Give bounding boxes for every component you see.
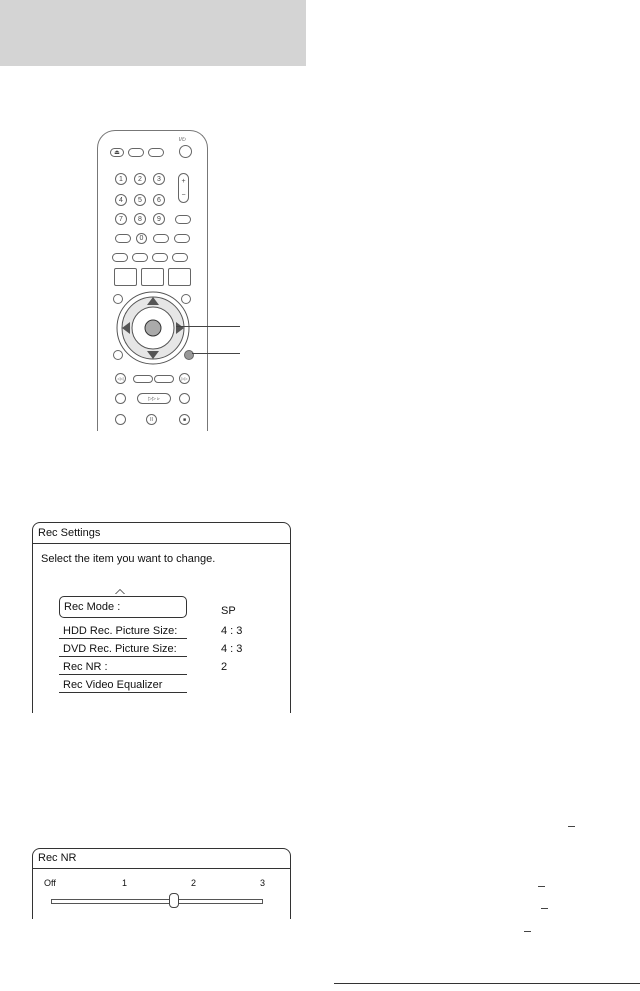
num-3-button[interactable]	[153, 173, 165, 185]
num-2-label: 2	[138, 175, 142, 183]
remote-button-color2[interactable]	[132, 253, 148, 262]
nr-label-1: 1	[122, 878, 128, 888]
remote-options-button[interactable]	[184, 350, 194, 360]
remote-advance-button[interactable]	[154, 375, 174, 383]
remote-control	[97, 130, 208, 431]
nr-slider-thumb[interactable]	[169, 893, 179, 908]
volume-rocker[interactable]	[178, 173, 189, 203]
remote-button-set[interactable]	[115, 234, 131, 243]
pause-icon: II	[150, 416, 153, 423]
num-5-label: 5	[138, 196, 142, 204]
num-0-label: 0	[139, 235, 144, 242]
remote-button-b[interactable]	[174, 234, 190, 243]
nr-label-2: 2	[191, 878, 197, 888]
num-7-button[interactable]	[115, 213, 127, 225]
remote-next-button[interactable]	[179, 373, 190, 384]
remote-rec-button[interactable]	[115, 414, 126, 425]
num-6-button[interactable]	[153, 194, 165, 206]
remote-button-c[interactable]	[175, 215, 191, 224]
num-6-label: 6	[157, 196, 161, 204]
num-8-button[interactable]	[134, 213, 146, 225]
num-4-label: 4	[119, 196, 123, 204]
next-icon: ▷▷	[181, 376, 188, 381]
menu-item-label: Rec Video Equalizer	[63, 679, 163, 691]
nr-slider-track[interactable]	[51, 899, 263, 904]
num-1-label: 1	[119, 175, 123, 183]
menu-item-rec-nr[interactable]	[59, 659, 187, 675]
menu-value-rec-nr: 2	[221, 661, 228, 673]
menu-value-dvd-picture-size: 4 : 3	[221, 643, 243, 655]
remote-stop-button[interactable]	[179, 414, 190, 425]
remote-button-a[interactable]	[153, 234, 169, 243]
prev-icon: ◁◁	[117, 376, 124, 381]
remote-pause-button[interactable]	[146, 414, 157, 425]
volume-down-icon: −	[181, 191, 186, 199]
rec-nr-screen	[32, 848, 291, 919]
remote-prev-button[interactable]	[115, 373, 126, 384]
menu-underline	[59, 656, 187, 657]
nr-label-off: Off	[44, 878, 56, 888]
menu-item-label: HDD Rec. Picture Size:	[63, 625, 178, 637]
remote-ff-button[interactable]	[179, 393, 190, 404]
remote-play-button[interactable]	[137, 393, 171, 404]
underline-mark	[541, 908, 548, 909]
menu-item-label: Rec Mode :	[64, 601, 121, 613]
remote-button-color1[interactable]	[112, 253, 128, 262]
screen-title: Rec NR	[38, 852, 77, 864]
stop-icon: ■	[182, 416, 187, 423]
screen-prompt: Select the item you want to change.	[41, 553, 216, 565]
num-2-button[interactable]	[134, 173, 146, 185]
num-3-label: 3	[157, 175, 161, 183]
menu-underline	[59, 692, 187, 693]
underline-mark	[538, 886, 545, 887]
menu-item-rec-video-equalizer[interactable]	[59, 677, 187, 693]
volume-up-icon: +	[181, 177, 186, 185]
num-4-button[interactable]	[115, 194, 127, 206]
remote-button-open2[interactable]	[148, 148, 164, 157]
eject-icon: ⏏	[114, 150, 120, 156]
title-separator	[33, 543, 290, 544]
num-5-button[interactable]	[134, 194, 146, 206]
remote-button-open[interactable]	[128, 148, 144, 157]
num-9-button[interactable]	[153, 213, 165, 225]
menu-item-hdd-picture-size[interactable]	[59, 623, 187, 639]
num-7-label: 7	[119, 215, 123, 223]
num-9-label: 9	[157, 215, 161, 223]
remote-replay-button[interactable]	[133, 375, 153, 383]
menu-item-rec-mode[interactable]	[59, 596, 187, 618]
menu-underline	[59, 674, 187, 675]
section-header-band	[0, 0, 306, 66]
num-0-button[interactable]	[136, 233, 147, 244]
menu-item-dvd-picture-size[interactable]	[59, 641, 187, 657]
menu-value-hdd-picture-size: 4 : 3	[221, 625, 243, 637]
dpad[interactable]	[116, 291, 196, 371]
callout-line-options	[192, 353, 240, 354]
screen-title: Rec Settings	[38, 527, 101, 539]
menu-value-rec-mode: SP	[221, 605, 236, 617]
remote-button-color3[interactable]	[152, 253, 168, 262]
power-label: I/⏻	[179, 137, 186, 143]
eject-button[interactable]	[110, 148, 124, 157]
callout-line-dpad	[176, 326, 240, 327]
rec-settings-screen	[32, 522, 291, 713]
play-icon: ▷▷ ▹	[148, 395, 160, 402]
menu-underline	[59, 638, 187, 639]
num-8-label: 8	[138, 215, 142, 223]
menu-item-label: Rec NR :	[63, 661, 108, 673]
remote-button-color4[interactable]	[172, 253, 188, 262]
remote-big-button-3[interactable]	[168, 268, 191, 286]
footer-rule	[334, 983, 640, 984]
title-separator	[33, 868, 290, 869]
menu-item-label: DVD Rec. Picture Size:	[63, 643, 177, 655]
remote-rewind-button[interactable]	[115, 393, 126, 404]
remote-big-button-1[interactable]	[114, 268, 137, 286]
remote-big-button-2[interactable]	[141, 268, 164, 286]
scroll-up-icon	[115, 589, 125, 594]
underline-mark	[524, 931, 531, 932]
underline-mark	[568, 826, 575, 827]
nr-label-3: 3	[260, 878, 266, 888]
power-button[interactable]	[179, 145, 192, 158]
num-1-button[interactable]	[115, 173, 127, 185]
